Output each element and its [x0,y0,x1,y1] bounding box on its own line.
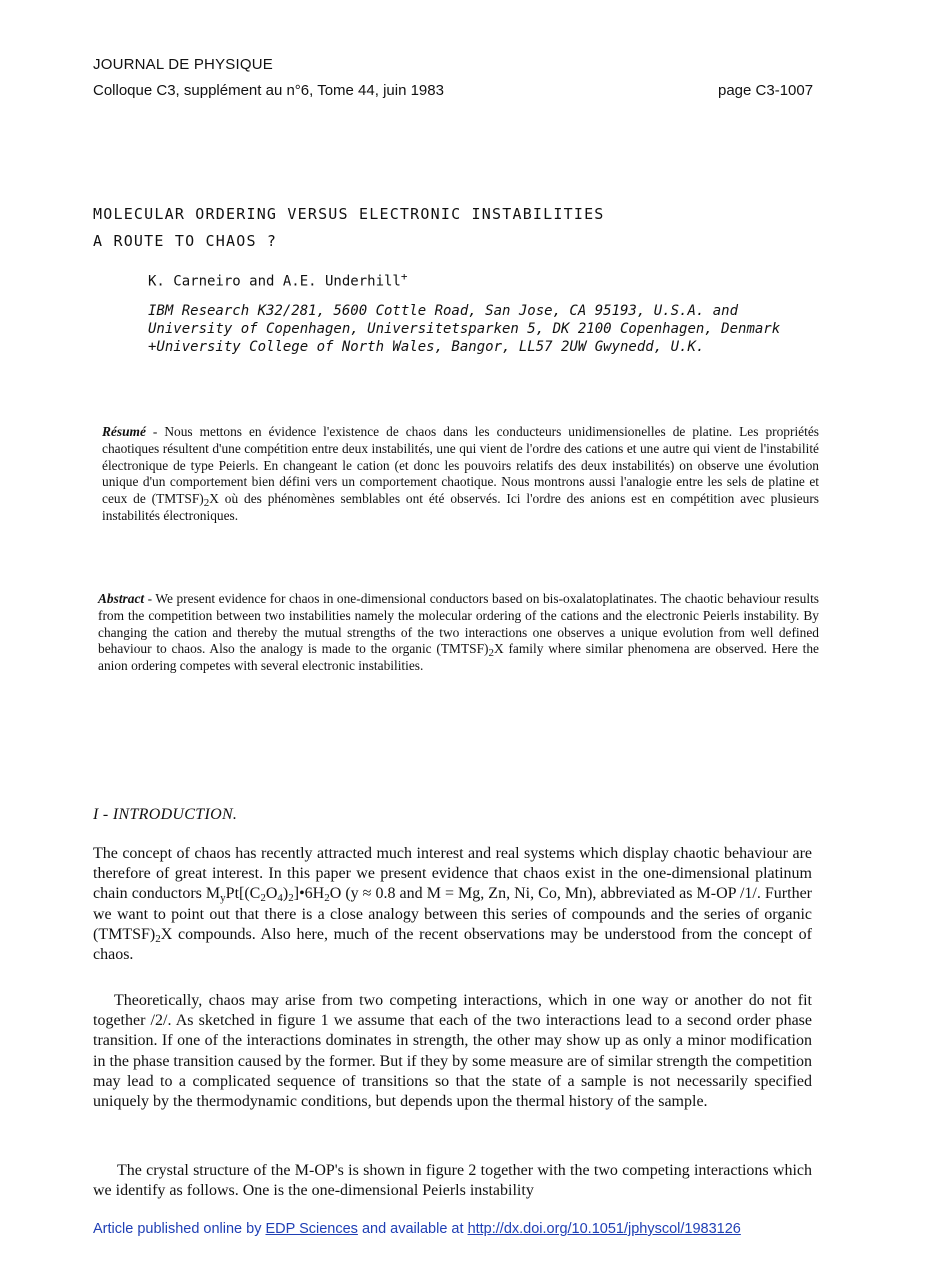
p1-subscript: 2 [288,892,294,905]
introduction-paragraph-3: The crystal structure of the M-OP's is shown in figure 2 together with the two competing interactions which we identify as follows. One is the one-dimensional Peierls instability [93,1162,812,1200]
abstract-subscript: 2 [488,647,494,660]
abstract-text-a: - We present evidence for chaos in one-dimensional conductors based on bis-oxalatoplatinates. The chaotic behaviour results from the competition between two instabilities namely the molecular ordering of the cations and the electronic Peierls instability. By changing the cation and thereby the mutual strengths of the two interactions one observes a unique evolution from well defined behaviour to chaos. Also the analogy is made to the organic (TMTSF) [98,591,819,657]
resume-text-b: X où des phénomènes semblables ont été observés. Ici l'ordre des anions est en compétition avec plusieurs instabilités électroniques. [102,491,819,523]
p1-subscript: 2 [155,932,161,945]
issue-info: Colloque C3, supplément au n°6, Tome 44, juin 1983 [93,82,444,99]
p1-subscript: y [220,892,226,905]
page-number: page C3-1007 [718,82,814,99]
abstract-label: Abstract [98,591,145,606]
p1-text: O (y ≈ 0.8 and M = Mg, Zn, Ni, Co, Mn), abbreviated as M-OP /1/. Further we want to point out that there is a close analogy between this series of compounds and the series of organic (TMTSF) [93,885,813,943]
resume-paragraph [102,424,819,525]
abstract-paragraph [98,591,819,675]
p1-text: The concept of chaos has recently attracted much interest and real systems which display chaotic behaviour are therefore of great interest. In this paper we present evidence that chaos exist in the one-dimensional platinum chain conductors M [93,845,812,903]
p1-text: O [265,885,278,903]
section-heading-introduction: I - INTRODUCTION. [93,806,238,823]
authors [148,270,408,290]
p1-subscript: 2 [324,892,330,905]
p1-text: ]•6H [293,885,325,903]
resume-subscript: 2 [203,497,210,510]
affiliation-1: IBM Research K32/281, 5600 Cottle Road, San Jose, CA 95193, U.S.A. and [148,303,739,319]
p1-text: X compounds. Also here, much of the recent observations may be understood from the concept of chaos. [93,925,812,964]
p1-subscript: 2 [260,892,266,905]
resume-label: Résumé [102,424,146,439]
affiliation-2: University of Copenhagen, Universitetsparken 5, DK 2100 Copenhagen, Denmark [148,321,781,337]
footer-middle: and available at [357,1221,468,1237]
publisher-link[interactable]: EDP Sciences [265,1221,358,1237]
introduction-paragraph-2: Theoretically, chaos may arise from two competing interactions, which in one way or another do not fit together /2/. As sketched in figure 1 we assume that each of the two interactions lead to a second order phase transition. If one of the interactions dominates in strength, the other may show up as only a minor modification in the phase transition caused by the former. But if they by some measure are of similar strength the competition may lead to a complicated sequence of transitions so that the state of a sample is not necessarily specified uniquely by the thermodynamic conditions, but depends upon the thermal history of the sample. [93,992,812,1111]
article-title-line-2: A ROUTE TO CHAOS ? [93,232,278,250]
article-title-line-1: MOLECULAR ORDERING VERSUS ELECTRONIC INSTABILITIES [93,205,605,223]
p1-text: ) [282,885,289,903]
author-names: K. Carneiro and A.E. Underhill [148,273,401,290]
resume-text-a: - Nous mettons en évidence l'existence de chaos dans les conducteurs unidimensionelles de platine. Les propriétés chaotiques résultent d'une compétition entre deux instabilités, une qui vient de l'ordre des cations et une autre qui vient de l'instabilité électronique de type Peierls. En changeant le cation (et donc les pouvoirs relatifs des deux instabilités) on observe une évolution unique d'un comportement bien défini vers un comportement chaotique. Nous montrons aussi l'analogie entre les sels de platine et ceux de (TMTSF) [102,424,819,507]
abstract-text-b: X family where similar phenomena are observed. Here the anion ordering competes with several electronic instabilities. [98,641,819,674]
p1-text: Pt[(C [225,885,261,903]
publication-footer [93,1221,741,1237]
doi-link[interactable]: http://dx.doi.org/10.1051/jphyscol/1983126 [467,1221,741,1237]
introduction-paragraph-1 [93,844,812,965]
footer-prefix: Article published online by [93,1221,266,1237]
journal-name: JOURNAL DE PHYSIQUE [93,56,273,73]
affiliation-3: +University College of North Wales, Bangor, LL57 2UW Gwynedd, U.K. [148,339,705,355]
p1-subscript: 4 [277,892,283,905]
author-affiliation-mark: + [400,270,408,283]
